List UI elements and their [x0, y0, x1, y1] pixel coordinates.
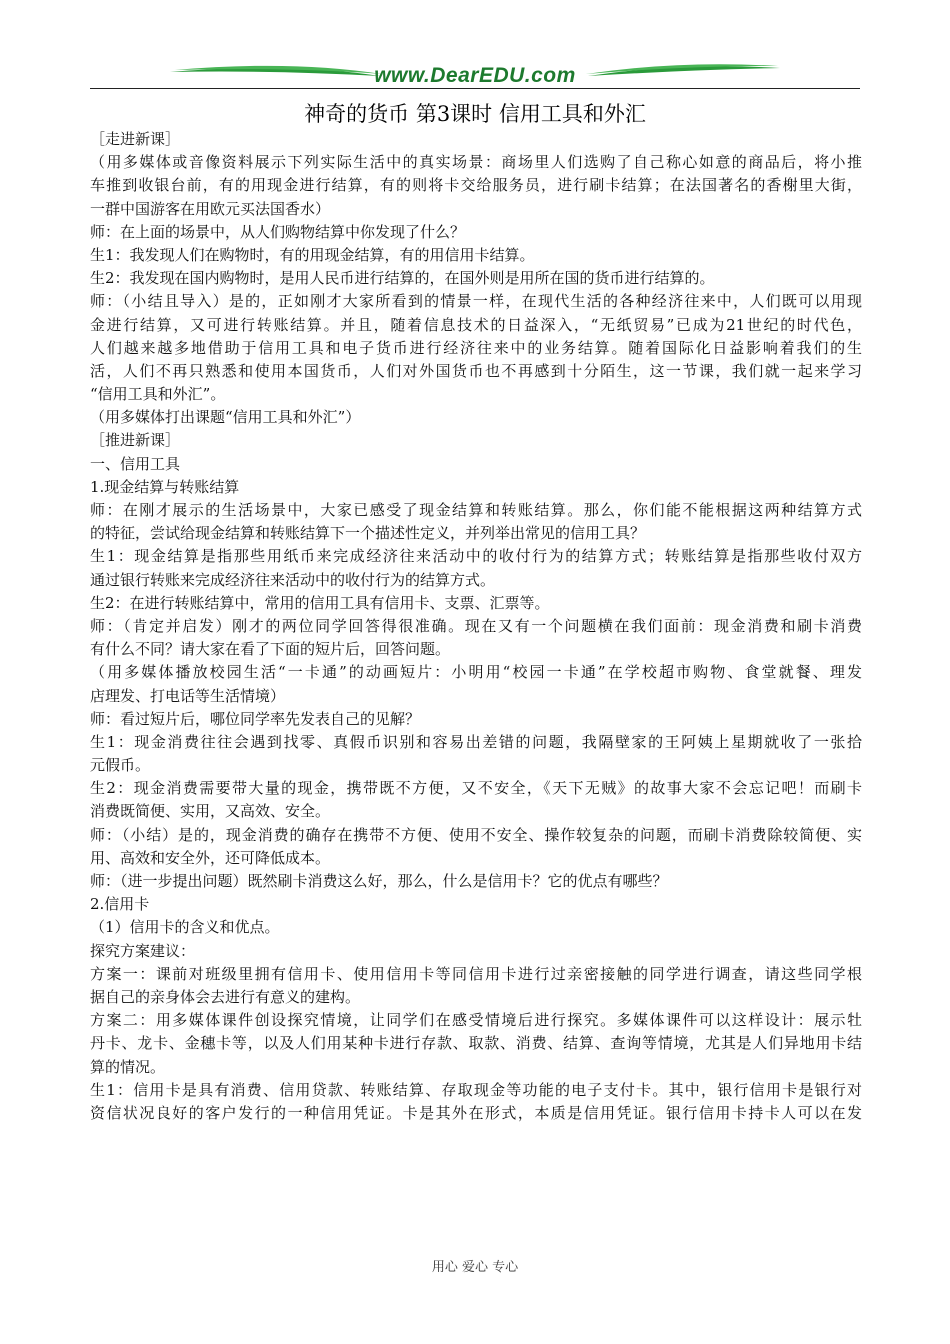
- text-line: 用、高效和安全外，还可降低成本。: [90, 848, 331, 867]
- text-line: 人们越来越多地借助于信用工具和电子货币进行经济往来中的业务结算。随着国际化日益影响着我们的生: [90, 338, 862, 357]
- text-line: 活，人们不再只熟悉和使用本国货币，人们对外国货币也不再感到十分陌生，这一节课，我们就一起来学习: [90, 361, 862, 380]
- text-line: 的特征，尝试给现金结算和转账结算下一个描述性定义，并列举出常见的信用工具？: [90, 524, 646, 543]
- text-line: 方案一：课前对班级里拥有信用卡、使用信用卡等同信用卡进行过亲密接触的同学进行调查，请这些同学根: [90, 964, 862, 983]
- document-body: [90, 128, 862, 1125]
- document-title: 神奇的货币 第3课时 信用工具和外汇: [304, 102, 646, 126]
- text-line: （用多媒体播放校园生活“一卡通”的动画短片：小明用“校园一卡通”在学校超市购物、食堂就餐、理发: [90, 663, 862, 682]
- text-line: 师：（进一步提出问题）既然刷卡消费这么好，那么，什么是信用卡？它的优点有哪些？: [90, 872, 668, 890]
- text-line: 店理发、打电话等生活情境）: [90, 686, 286, 705]
- text-line: 算的情况。: [90, 1057, 166, 1076]
- text-line: （用多媒体或音像资料展示下列实际生活中的真实场景：商场里人们选购了自己称心如意的商品后，将小推: [90, 153, 862, 172]
- site-logo-text: www.DearEDU.com: [374, 64, 576, 87]
- page-footer: 用心 爱心 专心: [431, 1260, 519, 1275]
- page-header: [90, 58, 860, 92]
- text-line: 一、信用工具: [90, 454, 181, 473]
- text-line: 据自己的亲身体会去进行有意义的建构。: [90, 987, 361, 1006]
- text-line: ［推进新课］: [90, 431, 181, 450]
- text-line: 通过银行转账来完成经济往来活动中的收付行为的结算方式。: [90, 570, 496, 589]
- text-line: 方案二：用多媒体课件创设探究情境，让同学们在感受情境后进行探究。多媒体课件可以这样设计：展示牡: [90, 1011, 862, 1030]
- text-line: 一群中国游客在用欧元买法国香水）: [90, 199, 331, 218]
- text-line: 探究方案建议：: [90, 941, 196, 960]
- text-line: 师：在刚才展示的生活场景中，大家已感受了现金结算和转账结算。那么，你们能不能根据这两种结算方式: [90, 501, 862, 519]
- text-line: 生1：我发现人们在购物时，有的用现金结算，有的用信用卡结算。: [90, 245, 535, 264]
- text-line: 生1：现金结算是指那些用纸币来完成经济往来活动中的收付行为的结算方式；转账结算是指那些收付双方: [90, 547, 862, 566]
- text-line: 生1：现金消费往往会遇到找零、真假币识别和容易出差错的问题，我隔壁家的王阿姨上星期就收了一张拾: [90, 732, 862, 751]
- header-divider: [90, 88, 860, 89]
- text-line: ［走进新课］: [90, 130, 181, 148]
- text-line: 生1：信用卡是具有消费、信用贷款、转账结算、存取现金等功能的电子支付卡。其中，银行信用卡是银行对: [90, 1080, 862, 1099]
- text-line: 师：看过短片后，哪位同学率先发表自己的见解？: [90, 709, 421, 728]
- text-line: 资信状况良好的客户发行的一种信用凭证。卡是其外在形式，本质是信用凭证。银行信用卡持卡人可以在发: [90, 1103, 862, 1122]
- text-line: 1.现金结算与转账结算: [90, 477, 240, 496]
- text-line: 2.信用卡: [90, 895, 150, 914]
- text-line: （用多媒体打出课题“信用工具和外汇”）: [90, 408, 361, 427]
- text-line: 师：（小结且导入）是的，正如刚才大家所看到的情景一样，在现代生活的各种经济往来中，人们既可以用现: [90, 292, 862, 311]
- text-line: 元假币。: [90, 756, 151, 775]
- text-line: 有什么不同？请大家在看了下面的短片后，回答问题。: [90, 640, 451, 659]
- text-line: 车推到收银台前，有的用现金进行结算，有的则将卡交给服务员，进行刷卡结算；在法国著名的香榭里大街，: [90, 176, 862, 195]
- text-line: 生2：现金消费需要带大量的现金，携带既不方便，又不安全，《天下无贼》的故事大家不会忘记吧！而刷卡: [90, 779, 862, 798]
- text-line: 丹卡、龙卡、金穗卡等，以及人们用某种卡进行存款、取款、消费、结算、查询等情境，尤其是人们异地用卡结: [90, 1034, 862, 1053]
- text-line: 师：（肯定并启发）刚才的两位同学回答得很准确。现在又有一个问题横在我们面前：现金消费和刷卡消费: [90, 616, 862, 635]
- text-line: 消费既简便、实用，又高效、安全。: [90, 802, 331, 821]
- text-line: （1）信用卡的含义和优点。: [90, 918, 280, 937]
- text-line: 生2：我发现在国内购物时，是用人民币进行结算的，在国外则是用所在国的货币进行结算的。: [90, 269, 715, 288]
- text-line: 金进行结算，又可进行转账结算。并且，随着信息技术的日益深入，“无纸贸易”已成为21世纪的时代色，: [90, 315, 862, 334]
- text-line: 师：（小结）是的，现金消费的确存在携带不方便、使用不安全、操作较复杂的问题，而刷卡消费除较简便、实: [90, 825, 862, 844]
- text-line: 生2：在进行转账结算中，常用的信用工具有信用卡、支票、汇票等。: [90, 593, 550, 612]
- text-line: 师：在上面的场景中，从人们购物结算中你发现了什么？: [90, 222, 466, 241]
- text-line: “信用工具和外汇”。: [90, 385, 226, 404]
